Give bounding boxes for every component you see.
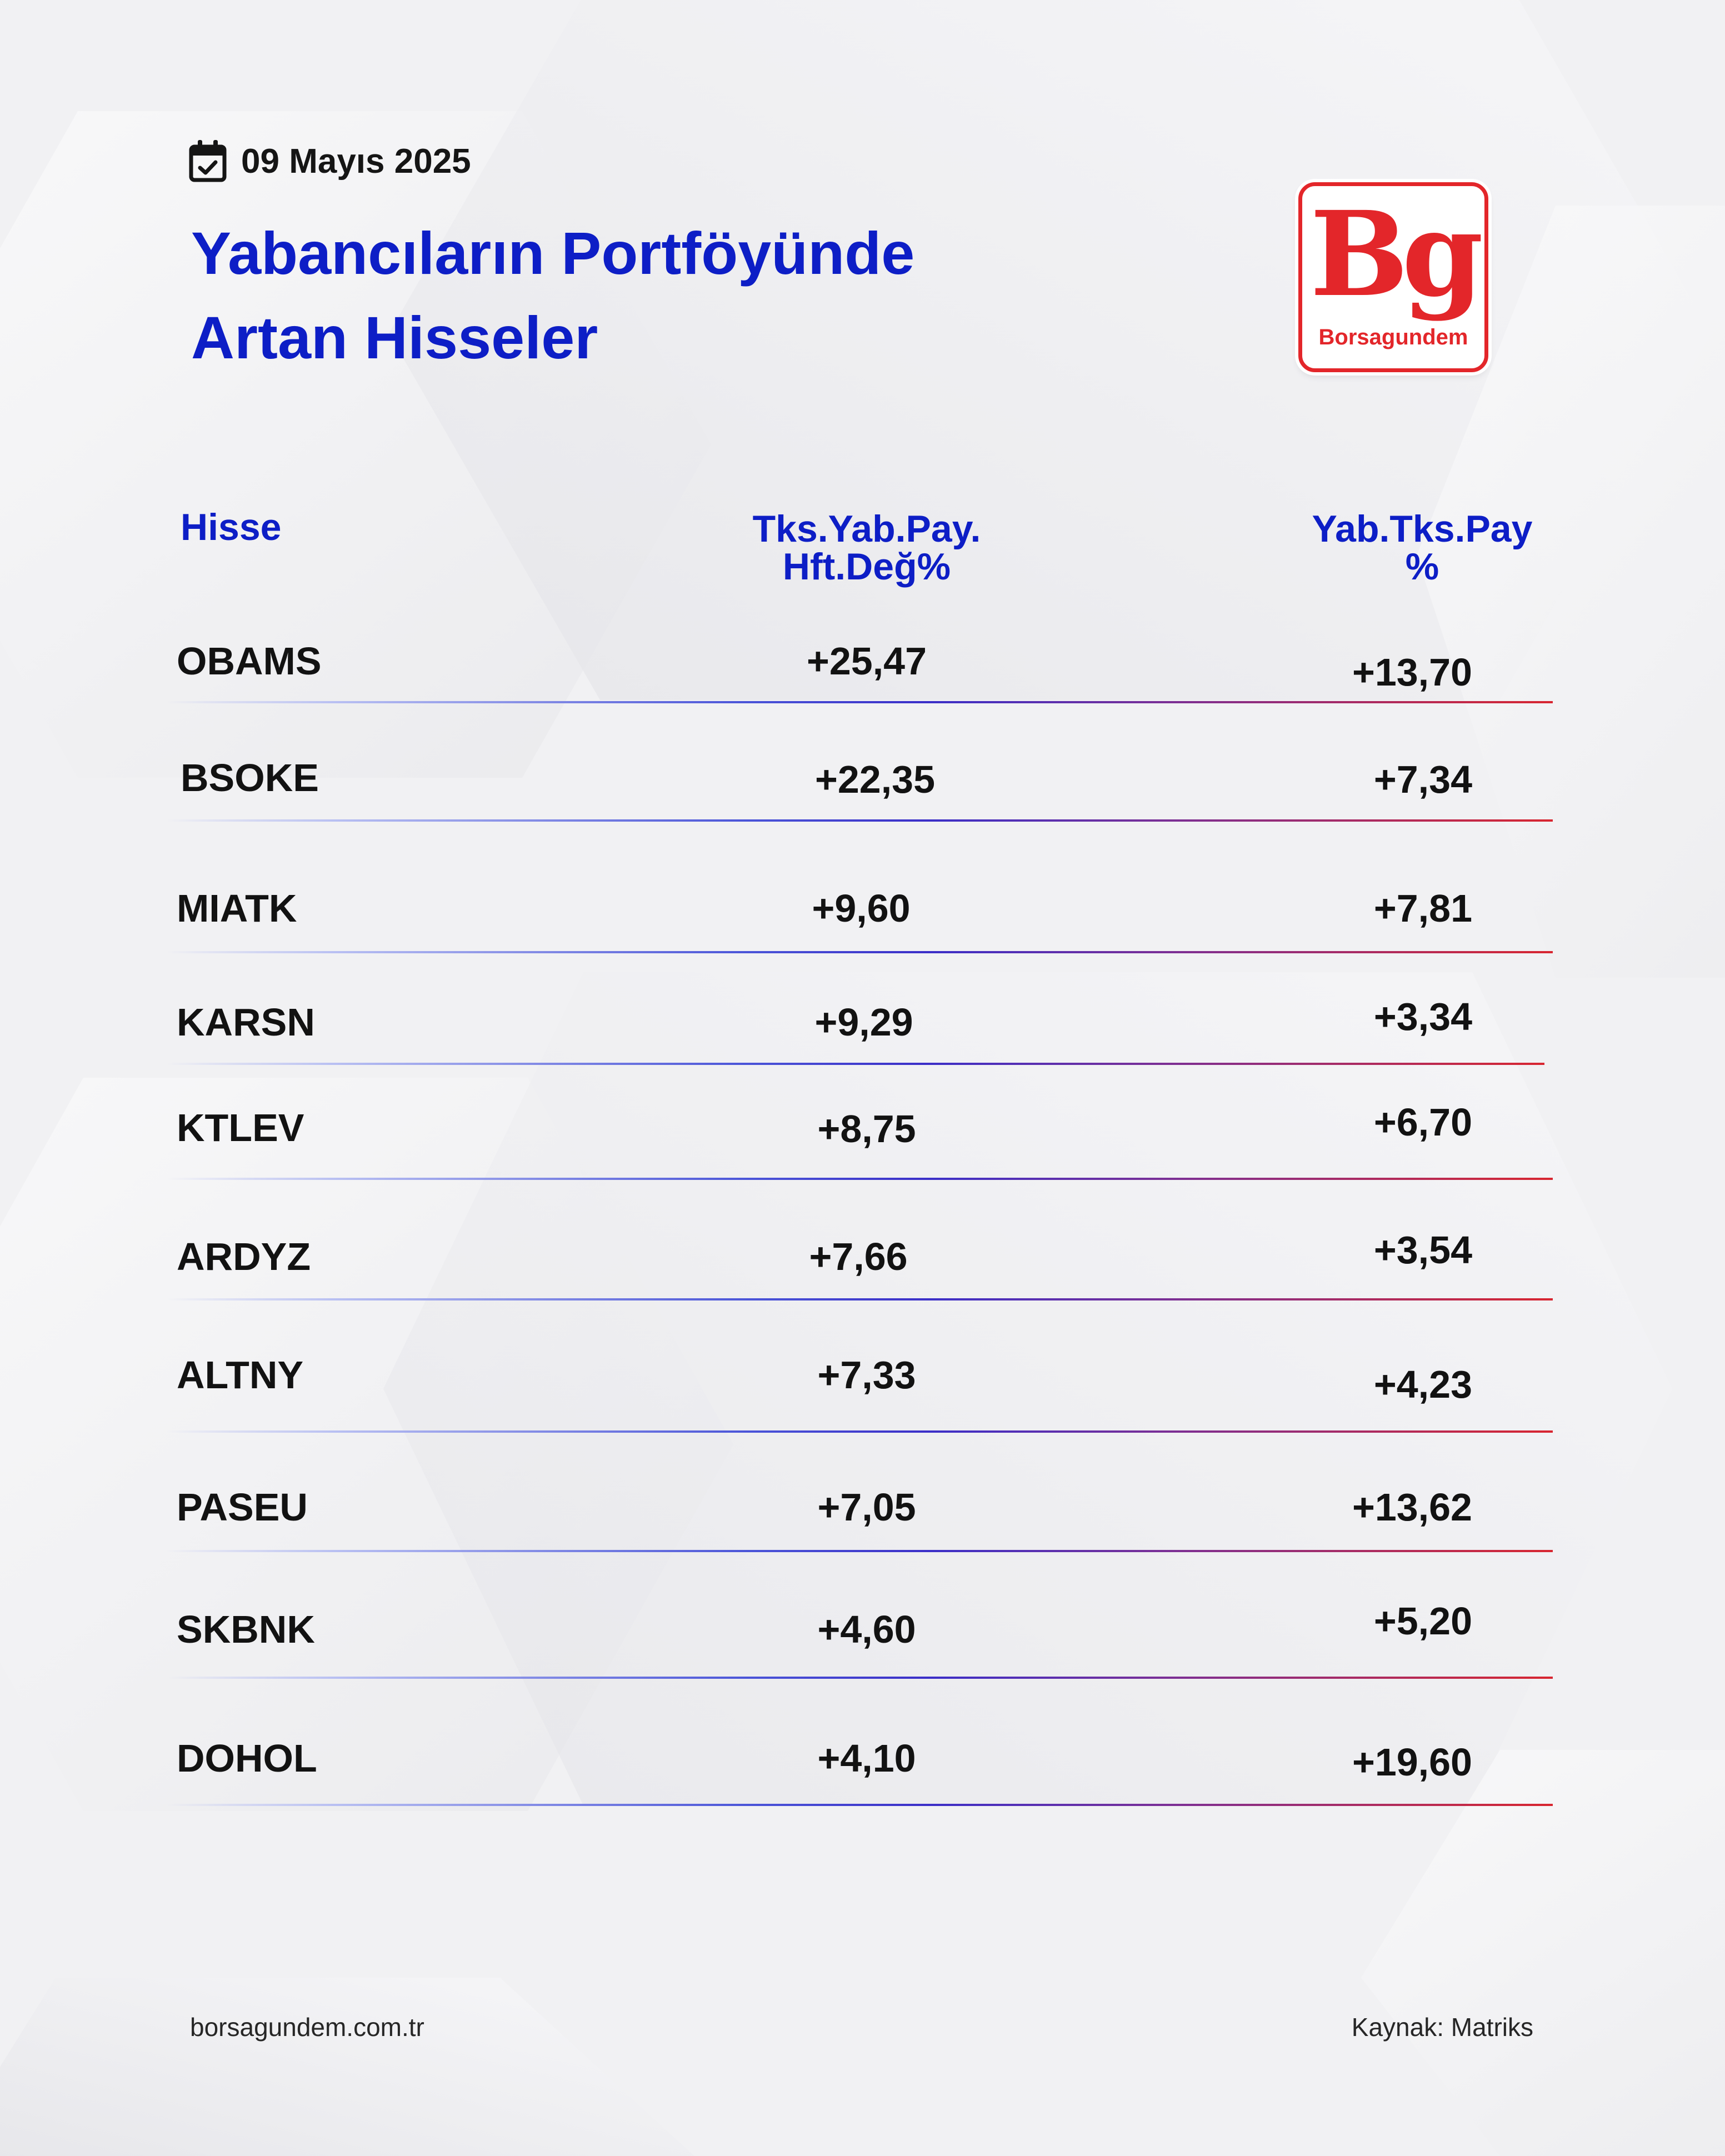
row-symbol: DOHOL [177,1737,317,1780]
column-header-foreign-share-line-2: % [1405,546,1439,588]
row-symbol: BSOKE [181,756,319,799]
row-divider [167,1063,1544,1065]
row-weekly-change: +9,60 [812,887,911,930]
row-foreign-share: +4,23 [1373,1363,1472,1406]
row-divider [167,1430,1553,1433]
column-header-symbol [181,508,281,546]
row-symbol: PASEU [177,1485,308,1529]
calendar-check-icon [188,139,228,183]
row-weekly-change: +22,35 [814,758,936,801]
row-foreign-share: +6,70 [1373,1100,1472,1144]
page-title [191,211,1136,380]
logo-name: Borsagundem [1318,325,1468,349]
row-symbol: KTLEV [177,1106,304,1149]
row-divider [167,1804,1553,1806]
row-foreign-share: +5,20 [1373,1599,1472,1643]
row-weekly-change: +7,05 [817,1485,916,1529]
row-divider [167,1550,1553,1552]
page-title-line-1: Yabancıların Portföyünde [191,219,915,287]
row-foreign-share: +13,70 [1352,651,1472,694]
row-foreign-share: +3,34 [1373,995,1472,1038]
column-header-weekly-change-line-1: Tks.Yab.Pay. [752,508,981,550]
row-foreign-share: +3,54 [1373,1228,1472,1272]
row-symbol: ALTNY [177,1353,304,1397]
row-divider [167,1178,1553,1180]
row-divider [167,951,1553,953]
report-date: 09 Mayıs 2025 [241,142,471,181]
logo-mark: Bg [1309,186,1477,323]
row-symbol: SKBNK [177,1608,315,1651]
row-weekly-change: +4,60 [817,1608,916,1651]
row-divider [167,819,1553,822]
column-header-symbol-text: Hisse [181,506,282,548]
row-divider [167,1677,1553,1679]
page-title-line-2: Artan Hisseler [191,304,598,371]
column-header-foreign-share [1250,510,1594,586]
borsagundem-logo [1298,182,1488,372]
row-symbol: KARSN [177,1001,315,1044]
row-symbol: MIATK [177,887,297,930]
row-foreign-share: +7,34 [1373,758,1472,801]
row-weekly-change: +9,29 [814,1001,913,1044]
row-foreign-share: +13,62 [1352,1485,1472,1529]
row-divider [167,1298,1553,1300]
column-header-weekly-change [700,510,1033,586]
row-weekly-change: +7,66 [809,1235,908,1278]
row-symbol: ARDYZ [177,1235,311,1278]
column-header-weekly-change-line-2: Hft.Değ% [782,546,951,588]
date-row [188,139,471,183]
footer-source: Kaynak: Matriks [1351,2013,1533,2042]
row-foreign-share: +19,60 [1352,1740,1472,1784]
row-weekly-change: +8,75 [817,1107,916,1150]
row-divider [167,701,1553,703]
row-symbol: OBAMS [177,639,322,683]
row-weekly-change: +7,33 [817,1353,916,1397]
column-header-foreign-share-line-1: Yab.Tks.Pay [1312,508,1533,550]
row-weekly-change: +4,10 [817,1737,916,1780]
row-weekly-change: +25,47 [806,639,927,683]
footer-website: borsagundem.com.tr [190,2013,424,2042]
row-foreign-share: +7,81 [1373,887,1472,930]
